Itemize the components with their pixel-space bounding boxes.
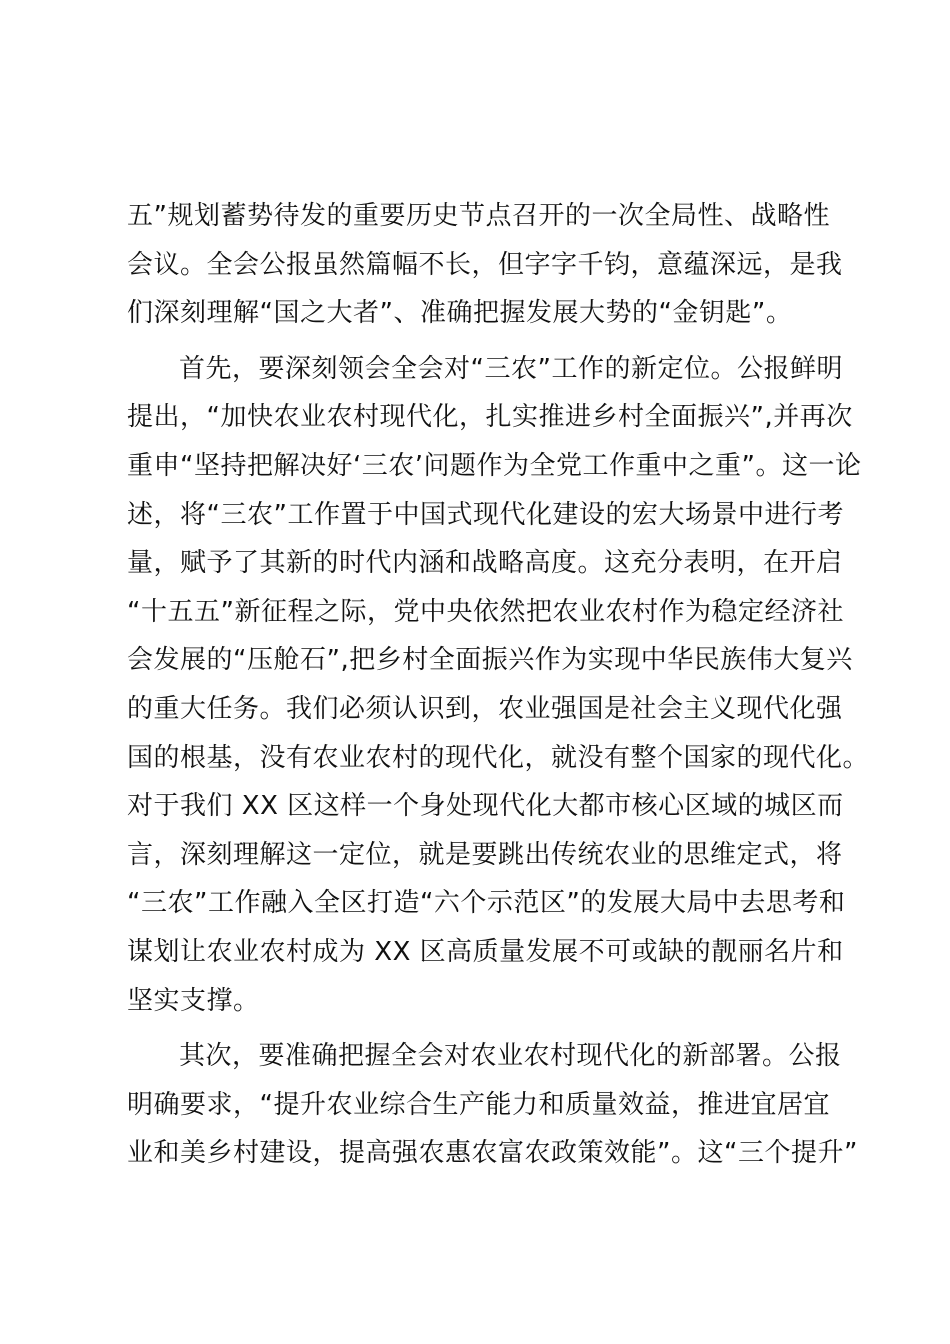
text-line: 其次，要准确把握全会对农业农村现代化的新部署。公报 [179,1041,842,1072]
text-line: 对于我们 XX 区这样一个身处现代化大都市核心区域的城区而 [127,791,844,822]
paragraph [127,1032,858,1178]
paragraph [127,192,847,338]
text-line: 会发展的“压舱石”,把乡村全面振兴作为实现中华民族伟大复兴 [127,645,853,676]
text-line: 明确要求，“提升农业综合生产能力和质量效益，推进宜居宜 [127,1089,830,1120]
text-line: “十五五”新征程之际，党中央依然把农业农村作为稳定经济社 [127,596,844,627]
text-line: 五”规划蓄势待发的重要历史节点召开的一次全局性、战略性 [127,201,830,231]
text-line: 首先，要深刻领会全会对“三农”工作的新定位。公报鲜明 [179,353,843,384]
text-line: 述，将“三农”工作置于中国式现代化建设的宏大场景中进行考 [127,499,844,530]
text-line: 提出，“加快农业农村现代化，扎实推进乡村全面振兴”,并再次 [127,402,853,433]
text-line: 谋划让农业农村成为 XX 区高质量发展不可或缺的靓丽名片和 [127,936,844,967]
text-line: 量，赋予了其新的时代内涵和战略高度。这充分表明，在开启 [127,548,843,579]
text-line: 重申“坚持把解决好‘三农’问题作为全党工作重中之重”。这一论 [127,450,862,481]
text-line: 会议。全会公报虽然篇幅不长，但字字千钧，意蕴深远，是我 [127,249,843,280]
text-line: 言，深刻理解这一定位，就是要跳出传统农业的思维定式，将 [127,839,843,870]
document-body [127,192,870,1178]
text-line: 业和美乡村建设，提高强农惠农富农政策效能”。这“三个提升” [127,1138,858,1169]
text-line: 们深刻理解“国之大者”、准确把握发展大势的“金钥匙”。 [127,298,793,329]
text-line: 的重大任务。我们必须认识到，农业强国是社会主义现代化强 [127,693,843,724]
text-line: 坚实支撑。 [127,985,260,1016]
paragraph [127,345,870,1025]
text-line: “三农”工作融入全区打造“六个示范区”的发展大局中去思考和 [127,888,846,919]
text-line: 国的根基，没有农业农村的现代化，就没有整个国家的现代化。 [127,742,870,773]
